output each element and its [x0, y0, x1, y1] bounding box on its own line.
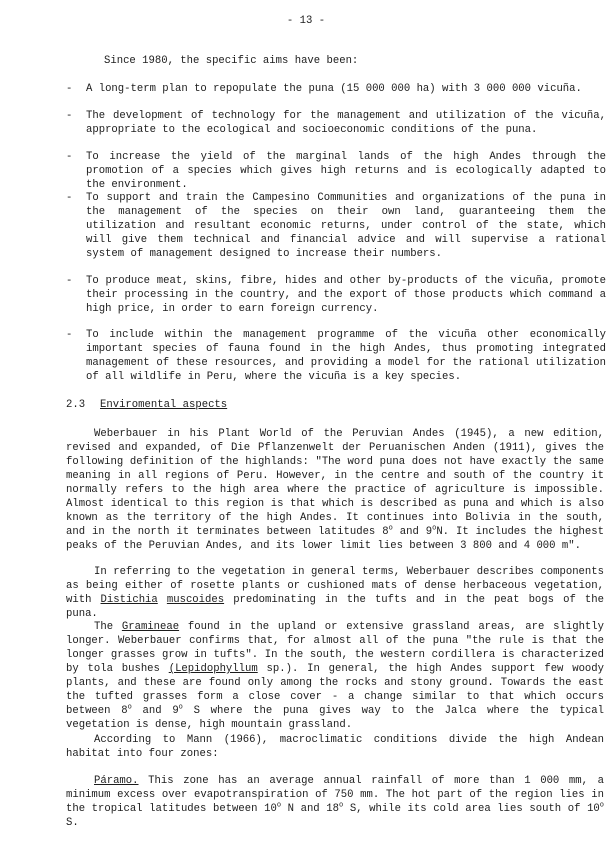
paragraph-vegetation: [66, 565, 604, 621]
paragraph-text: S, while its cold area lies south of 10: [343, 803, 600, 815]
aim-text: To support and train the Campesino Communities and organizations of the puna in the management of the species on their own land, guaranteeing them the utilization and resultant economic returns, under control of the state, which will give them technical and financial advice and will supervise a rational system of management designed to increase their numbers.: [86, 192, 606, 260]
bullet-dash: -: [66, 275, 73, 287]
aim-item: [66, 274, 606, 316]
paragraph-paramo: [66, 774, 604, 830]
aim-text: To increase the yield of the marginal lands of the high Andes through the promotion of a species which gives high returns and is ecologically adapted to the environment.: [86, 151, 606, 191]
page-number: - 13 -: [286, 15, 326, 27]
degree-sign: o: [178, 703, 183, 712]
paragraph-text: In referring to the vegetation in general terms, Weberbauer describes components as being either of rosette plants or cushioned mats of dense herbaceous vegetation, with: [66, 566, 604, 606]
degree-sign: o: [339, 801, 344, 810]
section-number: 2.3: [66, 399, 86, 411]
paragraph-mann: [66, 733, 604, 761]
aim-item: [66, 82, 606, 96]
bullet-dash: -: [66, 329, 73, 341]
degree-sign: o: [432, 524, 437, 533]
bullet-dash: -: [66, 192, 73, 204]
aim-item: [66, 191, 606, 261]
bullet-dash: -: [66, 110, 73, 122]
paragraph-text: S.: [66, 817, 79, 829]
paragraph-text: sp.). In general, the high Andes support few woody plants, and these are found only among the rocks and stony ground. Towards the east the tufted grasses form a close cover - a change similar to that which occurs between 8: [66, 663, 604, 717]
paragraph-text: N and 18: [281, 803, 339, 815]
paragraph-text: Weberbauer in his Plant World of the Peruvian Andes (1945), a new edition, revised and expanded, of Die Pflanzenwelt der Peruanischen Anden (1911), gives the following definition of the highlands: "The word puna does not have exactly the same meaning in all regions of Peru. However, in the centre and south of the country it normally refers to the high area where the practice of agriculture is impossible. Almost identical to this region is that which is described as puna and which is also known as the territory of the high Andes. It continues into Bolivia in the south, and in the north it terminates between latitudes 8: [66, 428, 604, 538]
paragraph-text: According to Mann (1966), macroclimatic conditions divide the high Andean habitat into four zones:: [66, 734, 604, 760]
aim-item: [66, 109, 606, 137]
paramo-term: Páramo.: [94, 775, 139, 787]
degree-sign: o: [388, 524, 393, 533]
paragraph-text: predominating in the tufts and in the peat bogs of the puna.: [66, 594, 604, 620]
degree-sign: o: [276, 801, 282, 810]
aim-item: [66, 150, 606, 192]
aim-text: To include within the management programme of the vicuña other economically important species of fauna found in the high Andes, thus promoting integrated management of these resources, and providing a model for the rational utilization of all wildlife in Peru, where the vicuña is a key species.: [86, 329, 606, 383]
degree-sign: o: [599, 801, 604, 810]
aim-text: To produce meat, skins, fibre, hides and other by-products of the vicuña, promote their processing in the country, and the export of those products which command a high price, in order to earn foreign currency.: [86, 275, 606, 315]
aim-text: A long-term plan to repopulate the puna (15 000 000 ha) with 3 000 000 vicuña.: [86, 83, 582, 95]
bullet-dash: -: [66, 151, 73, 163]
paragraph-text: and 9: [392, 526, 433, 538]
section-title: Enviromental aspects: [100, 399, 228, 411]
paragraph-text: The: [94, 621, 122, 633]
plant-name: (Lepidophyllum: [168, 663, 258, 675]
paragraph-text: S where the puna gives way to the Jalca where the typical vegetation is dense, high mountain grassland.: [66, 705, 604, 731]
bullet-dash: -: [66, 83, 73, 95]
intro-sentence: Since 1980, the specific aims have been:: [104, 55, 359, 67]
paragraph-text: found in the upland or extensive grassland areas, are slightly longer. Weberbauer confirms that, for almost all of the puna "the rule is that the longer grasses grow in tufts". In the south, the western cordillera is characterized by tola bushes: [66, 621, 604, 675]
paragraph-weberbauer: [66, 427, 604, 553]
aim-item: [66, 328, 606, 384]
gramineae-term: Gramineae: [121, 621, 180, 633]
genus-name: Distichia: [100, 594, 158, 606]
aim-text: The development of technology for the management and utilization of the vicuña, appropriate to the ecological and socioeconomic conditions of the puna.: [86, 110, 606, 136]
degree-sign: o: [127, 703, 132, 712]
paragraph-text: N. It includes the highest peaks of the Peruvian Andes, and its lower limit lies between 3 800 and 4 000 m".: [66, 526, 604, 552]
paragraph-text: and 9: [131, 705, 179, 717]
paragraph-text: This zone has an average annual rainfall of more than 1 000 mm, a minimum excess over evapotranspiration of 750 mm. The hot part of the region lies in the tropical latitudes between 10: [66, 775, 604, 815]
paragraph-gramineae: [66, 620, 604, 732]
species-name: muscoides: [166, 594, 225, 606]
section-heading: [66, 398, 227, 412]
